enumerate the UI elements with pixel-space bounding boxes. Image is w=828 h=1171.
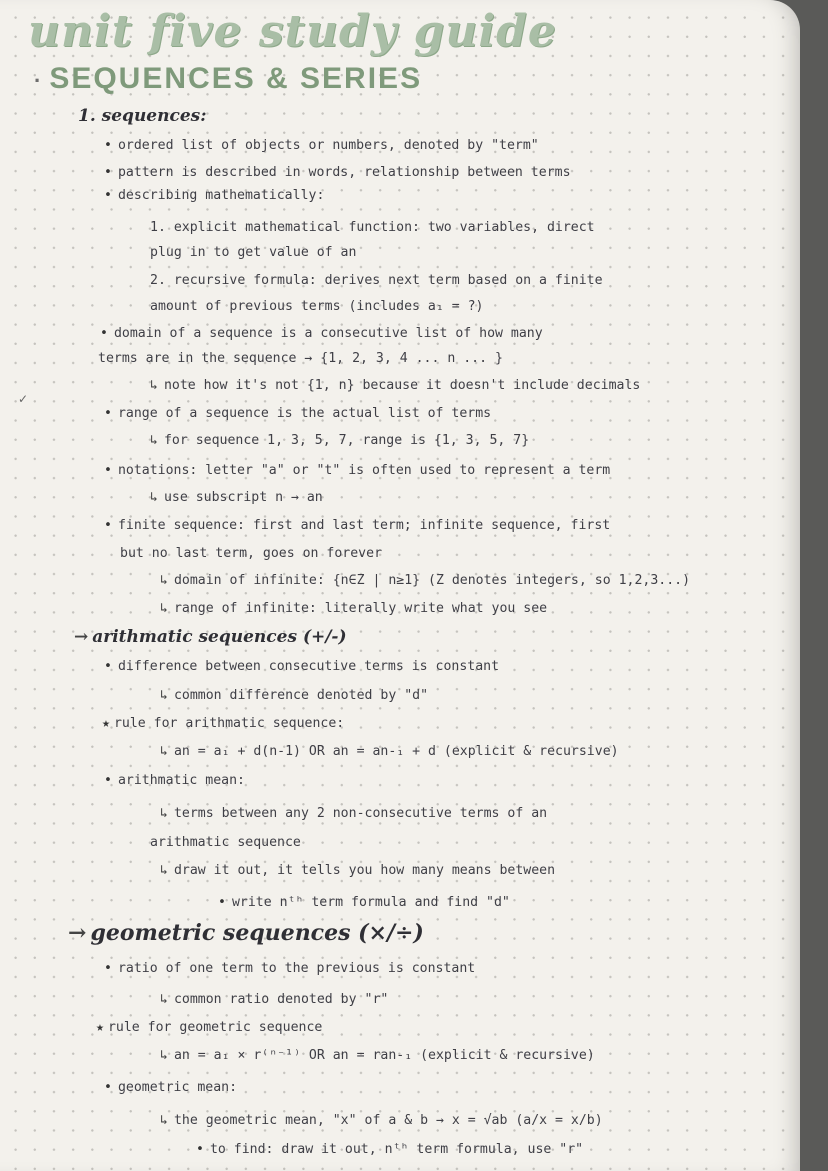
note-line: ↳ an = a₁ + d(n-1) OR an = an-₁ + d (explicit & recursive) xyxy=(160,744,619,759)
note-line: • write nᵗʰ term formula and find "d" xyxy=(218,895,510,910)
note-line: • range of a sequence is the actual list of terms xyxy=(104,406,491,421)
note-line: • pattern is described in words, relationship between terms xyxy=(104,165,571,180)
note-line: 1. explicit mathematical function: two variables, direct xyxy=(150,220,595,235)
page-title: unit five study guide xyxy=(28,6,557,57)
note-line: ↳ use subscript n → an xyxy=(150,490,323,505)
page-subtitle xyxy=(34,62,422,96)
note-line: • ordered list of objects or numbers, denoted by "term" xyxy=(104,138,539,153)
note-line: • describing mathematically: xyxy=(104,188,324,203)
note-line: ★ rule for arithmatic sequence: xyxy=(102,716,344,731)
bullet-icon: · xyxy=(34,68,44,93)
note-line: • domain of a sequence is a consecutive list of how many xyxy=(100,326,543,341)
note-line: ↳ the geometric mean, "x" of a & b → x = √ab (a/x = x/b) xyxy=(160,1113,603,1128)
note-line: ↳ common difference denoted by "d" xyxy=(160,688,428,703)
note-line: • ratio of one term to the previous is constant xyxy=(104,961,475,976)
note-line: ↳ common ratio denoted by "r" xyxy=(160,992,388,1007)
note-line: plug in to get value of an xyxy=(150,245,357,260)
note-line: terms are in the sequence → {1, 2, 3, 4 ... n ... } xyxy=(98,351,503,366)
note-line: • arithmatic mean: xyxy=(104,773,245,788)
note-line: ★ rule for geometric sequence xyxy=(96,1020,322,1035)
note-line: → arithmatic sequences (+/-) xyxy=(74,627,347,647)
note-line: arithmatic sequence xyxy=(150,835,301,850)
note-line: • difference between consecutive terms is constant xyxy=(104,659,499,674)
note-line: • finite sequence: first and last term; infinite sequence, first xyxy=(104,518,610,533)
note-line: ↳ terms between any 2 non-consecutive terms of an xyxy=(160,806,547,821)
note-line: but no last term, goes on forever xyxy=(120,546,383,561)
note-line: 1. sequences: xyxy=(78,106,207,126)
note-line: ↳ an = a₁ × r⁽ⁿ⁻¹⁾ OR an = ran-₁ (explicit & recursive) xyxy=(160,1048,595,1063)
note-line: → geometric sequences (×/÷) xyxy=(68,920,424,946)
note-line: ↳ draw it out, it tells you how many means between xyxy=(160,863,555,878)
note-line: 2. recursive formula: derives next term based on a finite xyxy=(150,273,603,288)
note-line: • notations: letter "a" or "t" is often used to represent a term xyxy=(104,463,610,478)
note-line: ↳ for sequence 1, 3, 5, 7, range is {1, 3, 5, 7} xyxy=(150,433,529,448)
note-line: ↳ range of infinite: literally write what you see xyxy=(160,601,547,616)
note-line: ↳ domain of infinite: {n∈Z | n≥1} (Z denotes integers, so 1,2,3...) xyxy=(160,573,690,588)
margin-mark-icon: ✓ xyxy=(18,392,29,406)
subtitle-text: SEQUENCES & SERIES xyxy=(49,62,423,95)
note-line: ↳ note how it's not {1, n} because it doesn't include decimals xyxy=(150,378,640,393)
note-line: • geometric mean: xyxy=(104,1080,237,1095)
note-line: • to find: draw it out, nᵗʰ term formula, use "r" xyxy=(196,1142,583,1157)
note-line: amount of previous terms (includes a₁ = ?) xyxy=(150,299,484,314)
